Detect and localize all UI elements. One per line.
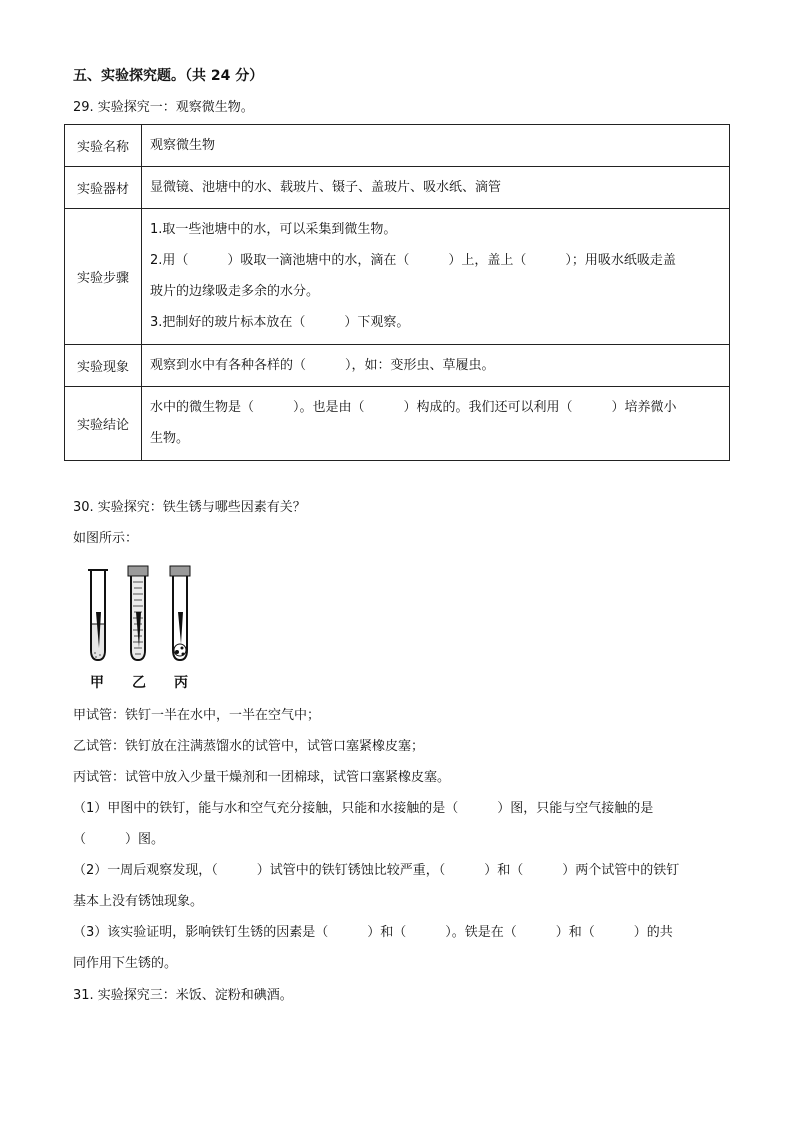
- tube-yi: [128, 566, 148, 660]
- tube-bing: [170, 566, 190, 660]
- table-row: [65, 209, 730, 345]
- cell-text: 玻片的边缘吸走多余的水分。: [150, 284, 320, 299]
- table-row: [65, 345, 730, 387]
- tube-label: 丙: [174, 675, 188, 691]
- cell-text: 1.取一些池塘中的水，可以采集到微生物。: [150, 222, 397, 237]
- question-line: （2）一周后观察发现，（ ）试管中的铁钉锈蚀比较严重，（ ）和（ ）两个试管中的铁钉: [73, 863, 680, 878]
- row-label: 实验现象: [65, 345, 142, 387]
- tube-description: 丙试管：试管中放入少量干燥剂和一团棉球，试管口塞紧橡皮塞。: [73, 770, 451, 785]
- cell-text: 2.用（ ）吸取一滴池塘中的水，滴在（ ）上，盖上（ ）；用吸水纸吸走盖: [150, 253, 676, 268]
- test-tubes-figure: [84, 564, 214, 690]
- row-label: 实验名称: [65, 125, 142, 167]
- table-row: [65, 387, 730, 461]
- row-label: 实验器材: [65, 167, 142, 209]
- q30-figure-intro: 如图所示：: [73, 531, 139, 546]
- row-label: 实验结论: [65, 387, 142, 461]
- question-line: 基本上没有锈蚀现象。: [73, 894, 204, 909]
- question-line: （ ）图。: [73, 832, 165, 847]
- rubber-stopper-icon: [128, 566, 148, 576]
- cotton-ball-icon: [174, 644, 186, 656]
- cell-text: 显微镜、池塘中的水、载玻片、镊子、盖玻片、吸水纸、滴管: [150, 179, 502, 195]
- q29-title: 29. 实验探究一：观察微生物。: [73, 100, 254, 115]
- row-content: [142, 167, 730, 209]
- question-line: 同作用下生锈的。: [73, 956, 178, 971]
- cell-text: 观察微生物: [150, 137, 216, 153]
- tube-label: 甲: [90, 675, 104, 691]
- row-label: 实验步骤: [65, 209, 142, 345]
- q31-title: 31. 实验探究三：米饭、淀粉和碘酒。: [73, 988, 293, 1003]
- row-content: [142, 125, 730, 167]
- tube-jia: [88, 570, 108, 660]
- cell-text: 水中的微生物是（ ）。也是由（ ）构成的。我们还可以利用（ ）培养微小: [150, 400, 677, 415]
- table-row: [65, 167, 730, 209]
- section-title: 五、实验探究题。（共 24 分）: [73, 68, 264, 84]
- tube-description: 乙试管：铁钉放在注满蒸馏水的试管中，试管口塞紧橡皮塞；: [73, 739, 425, 754]
- test-tubes-illustration: [84, 564, 214, 672]
- rubber-stopper-icon: [170, 566, 190, 576]
- row-content: [142, 345, 730, 387]
- question-line: （3）该实验证明，影响铁钉生锈的因素是（ ）和（ ）。铁是在（ ）和（ ）的共: [73, 925, 673, 940]
- tube-description: 甲试管：铁钉一半在水中，一半在空气中；: [73, 708, 321, 723]
- row-content: [142, 387, 730, 461]
- row-content: [142, 209, 730, 345]
- question-line: （1）甲图中的铁钉，能与水和空气充分接触，只能和水接触的是（ ）图，只能与空气接触的是: [73, 801, 654, 816]
- q30-title: 30. 实验探究：铁生锈与哪些因素有关？: [73, 500, 306, 515]
- cell-text: 观察到水中有各种各样的（ ），如：变形虫、草履虫。: [150, 357, 495, 373]
- cell-text: 生物。: [150, 431, 190, 446]
- cell-text: 3.把制好的玻片标本放在（ ）下观察。: [150, 315, 410, 330]
- tube-label: 乙: [132, 675, 146, 691]
- iron-nail-icon: [178, 612, 183, 644]
- table-row: [65, 125, 730, 167]
- experiment-table: [64, 124, 730, 461]
